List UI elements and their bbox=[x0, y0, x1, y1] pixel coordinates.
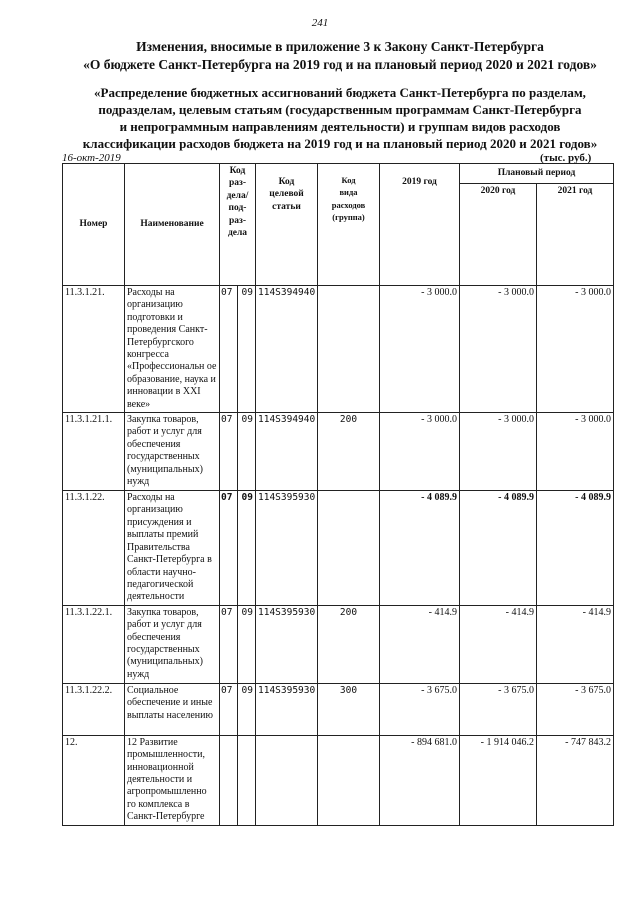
table-row bbox=[63, 683, 614, 735]
col-2020-header: 2020 год bbox=[460, 184, 537, 286]
row-section-code: 07 bbox=[220, 286, 238, 413]
table-row bbox=[63, 413, 614, 491]
title-line-1: Изменения, вносимые в приложение 3 к Закону Санкт-Петербурга bbox=[136, 39, 544, 54]
col-group-header: Код вида расходов (группа) bbox=[318, 164, 380, 286]
row-value-2021: - 3 675.0 bbox=[537, 683, 614, 735]
row-value-2020: - 3 675.0 bbox=[460, 683, 537, 735]
col-number-header: Номер bbox=[63, 164, 125, 286]
subtitle-line-3: и непрограммным направлениям деятельности) и группам видов расходов bbox=[119, 119, 561, 134]
row-name: Социальное обеспечение и иные выплаты населению bbox=[125, 683, 220, 735]
row-subsection-code: 09 bbox=[238, 413, 256, 491]
row-subsection-code bbox=[238, 735, 256, 825]
row-section-code bbox=[220, 735, 238, 825]
row-number: 12. bbox=[63, 735, 125, 825]
row-subsection-code: 09 bbox=[238, 605, 256, 683]
col-target-header: Код целевой статьи bbox=[256, 164, 318, 286]
row-subsection-code: 09 bbox=[238, 286, 256, 413]
row-expense-group: 300 bbox=[318, 683, 380, 735]
row-number: 11.3.1.21.1. bbox=[63, 413, 125, 491]
row-value-2019: - 3 675.0 bbox=[380, 683, 460, 735]
row-expense-group bbox=[318, 491, 380, 606]
document-subtitle bbox=[40, 84, 640, 152]
document-date: 16-окт-2019 bbox=[62, 152, 121, 164]
units-label: (тыс. руб.) bbox=[540, 152, 592, 164]
row-target-code: 114S395930 bbox=[256, 605, 318, 683]
table-body bbox=[63, 286, 614, 826]
subtitle-line-1: «Распределение бюджетных ассигнований бюджета Санкт-Петербурга по разделам, bbox=[94, 85, 586, 100]
row-section-code: 07 bbox=[220, 605, 238, 683]
row-value-2019: - 4 089.9 bbox=[380, 491, 460, 606]
col-2021-header: 2021 год bbox=[537, 184, 614, 286]
row-expense-group: 200 bbox=[318, 605, 380, 683]
row-value-2021: - 3 000.0 bbox=[537, 413, 614, 491]
table-row bbox=[63, 286, 614, 413]
row-name: Закупка товаров, работ и услуг для обеспечения государственных (муниципальных) нужд bbox=[125, 413, 220, 491]
row-expense-group bbox=[318, 286, 380, 413]
row-number: 11.3.1.22. bbox=[63, 491, 125, 606]
row-target-code bbox=[256, 735, 318, 825]
row-section-code: 07 bbox=[220, 413, 238, 491]
document-title bbox=[40, 38, 640, 74]
table-header bbox=[63, 164, 614, 286]
row-value-2020: - 3 000.0 bbox=[460, 286, 537, 413]
table-row bbox=[63, 735, 614, 825]
row-value-2020: - 4 089.9 bbox=[460, 491, 537, 606]
row-value-2019: - 3 000.0 bbox=[380, 286, 460, 413]
subtitle-line-4: классификации расходов бюджета на 2019 год и на плановый период 2020 и 2021 годов» bbox=[82, 136, 598, 151]
row-number: 11.3.1.21. bbox=[63, 286, 125, 413]
col-2019-header: 2019 год bbox=[380, 164, 460, 286]
row-value-2021: - 747 843.2 bbox=[537, 735, 614, 825]
row-target-code: 114S394940 bbox=[256, 413, 318, 491]
row-section-code: 07 bbox=[220, 683, 238, 735]
row-number: 11.3.1.22.1. bbox=[63, 605, 125, 683]
row-number: 11.3.1.22.2. bbox=[63, 683, 125, 735]
row-section-code: 07 bbox=[220, 491, 238, 606]
row-name: Расходы на организацию подготовки и проведения Санкт-Петербургского конгресса «Профессиональн ое образование, наука и инновации в XXI веке» bbox=[125, 286, 220, 413]
row-value-2020: - 3 000.0 bbox=[460, 413, 537, 491]
col-plan-period-header: Плановый период bbox=[460, 164, 614, 184]
col-section-header: Код раз- дела/ под- раз- дела bbox=[220, 164, 256, 286]
budget-table bbox=[62, 163, 614, 826]
row-subsection-code: 09 bbox=[238, 491, 256, 606]
page-number: 241 bbox=[311, 17, 329, 29]
table-row bbox=[63, 605, 614, 683]
row-value-2020: - 1 914 046.2 bbox=[460, 735, 537, 825]
row-value-2021: - 3 000.0 bbox=[537, 286, 614, 413]
row-expense-group: 200 bbox=[318, 413, 380, 491]
row-value-2021: - 414.9 bbox=[537, 605, 614, 683]
row-expense-group bbox=[318, 735, 380, 825]
row-target-code: 114S395930 bbox=[256, 491, 318, 606]
row-name: 12 Развитие промышленности, инновационной деятельности и агропромышленно го комплекса в Санкт-Петербурге bbox=[125, 735, 220, 825]
row-target-code: 114S395930 bbox=[256, 683, 318, 735]
row-target-code: 114S394940 bbox=[256, 286, 318, 413]
row-name: Расходы на организацию присуждения и выплаты премий Правительства Санкт-Петербурга в области научно-педагогической деятельности bbox=[125, 491, 220, 606]
col-name-header: Наименование bbox=[125, 164, 220, 286]
row-value-2019: - 3 000.0 bbox=[380, 413, 460, 491]
title-line-2: «О бюджете Санкт-Петербурга на 2019 год и на плановый период 2020 и 2021 годов» bbox=[83, 57, 597, 72]
row-name: Закупка товаров, работ и услуг для обеспечения государственных (муниципальных) нужд bbox=[125, 605, 220, 683]
row-subsection-code: 09 bbox=[238, 683, 256, 735]
row-value-2021: - 4 089.9 bbox=[537, 491, 614, 606]
row-value-2020: - 414.9 bbox=[460, 605, 537, 683]
subtitle-line-2: подразделам, целевым статьям (государственным программам Санкт-Петербурга bbox=[98, 102, 582, 117]
row-value-2019: - 414.9 bbox=[380, 605, 460, 683]
row-value-2019: - 894 681.0 bbox=[380, 735, 460, 825]
table-row bbox=[63, 491, 614, 606]
